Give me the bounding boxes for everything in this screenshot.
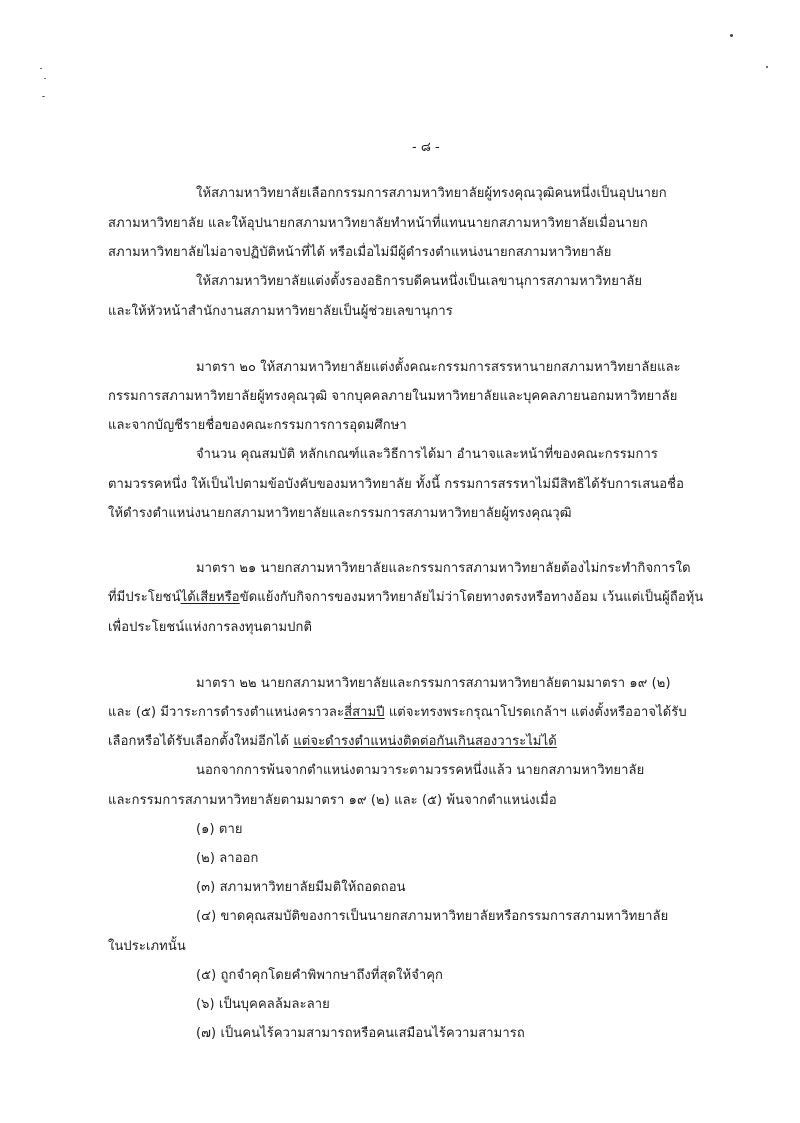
text-line: [108, 705, 687, 721]
text-line: เพื่อประโยชน์แห่งการลงทุนตามปกติ: [108, 620, 313, 635]
text-line: ในประเภทนั้น: [108, 939, 186, 954]
text-line: และกรรมการสภามหาวิทยาลัยตามมาตรา ๑๙ (๒) และ (๕) พ้นจากตำแหน่งเมื่อ: [108, 793, 557, 808]
list-item: (๗) เป็นคนไร้ความสามารถหรือคนเสมือนไร้ความสามารถ: [196, 1026, 525, 1041]
text-line: กรรมการสภามหาวิทยาลัยผู้ทรงคุณวุฒิ จากบุคคลภายในมหาวิทยาลัยและบุคคลภายนอกมหาวิทยาลัย: [108, 389, 678, 404]
text-segment: แต่จะทรงพระกรุณาโปรดเกล้าฯ แต่งตั้งหรืออาจได้รับ: [384, 705, 687, 720]
text-segment: เลือกหรือได้รับเลือกตั้งใหม่อีกได้: [108, 734, 294, 749]
list-item: (๓) สภามหาวิทยาลัยมีมติให้ถอดถอน: [196, 880, 406, 895]
scan-speck: [42, 96, 45, 97]
list-item: (๑) ตาย: [196, 822, 243, 837]
text-segment: และ (๕) มีวาระการดำรงตำแหน่งคราวละ: [108, 705, 345, 720]
text-segment: ขัดแย้งกับกิจการของมหาวิทยาลัยไม่ว่าโดยทางตรงหรือทางอ้อม เว้นแต่เป็นผู้ถือหุ้น: [239, 590, 704, 605]
text-line: และจากบัญชีรายชื่อของคณะกรรมการการอุดมศึกษา: [108, 418, 407, 433]
text-line: สภามหาวิทยาลัยไม่อาจปฏิบัติหน้าที่ได้ หรือเมื่อไม่มีผู้ดำรงตำแหน่งนายกสภามหาวิทยาลัย: [108, 245, 612, 260]
text-line: นอกจากการพ้นจากตำแหน่งตามวาระตามวรรคหนึ่งแล้ว นายกสภามหาวิทยาลัย: [196, 763, 645, 778]
list-item: (๖) เป็นบุคคลล้มละลาย: [196, 997, 330, 1012]
underlined-segment: สี่สามปี: [344, 705, 385, 720]
text-line: ให้ดำรงตำแหน่งนายกสภามหาวิทยาลัยและกรรมการสภามหาวิทยาลัยผู้ทรงคุณวุฒิ: [108, 506, 572, 521]
list-item: (๒) ลาออก: [196, 851, 259, 866]
scan-speck: [766, 66, 768, 68]
text-line: และให้หัวหน้าสำนักงานสภามหาวิทยาลัยเป็นผู้ช่วยเลขานุการ: [108, 304, 453, 319]
list-item: (๔) ขาดคุณสมบัติของการเป็นนายกสภามหาวิทยาลัยหรือกรรมการสภามหาวิทยาลัย: [196, 909, 669, 924]
text-line: ให้สภามหาวิทยาลัยเลือกกรรมการสภามหาวิทยาลัยผู้ทรงคุณวุฒิคนหนึ่งเป็นอุปนายก: [196, 186, 667, 201]
text-segment: ที่มีประโยชน์: [108, 590, 181, 605]
scan-speck: [730, 34, 733, 37]
text-line: ให้สภามหาวิทยาลัยแต่งตั้งรองอธิการบดีคนหนึ่งเป็นเลขานุการสภามหาวิทยาลัย: [196, 274, 643, 289]
text-line: มาตรา ๒๑ นายกสภามหาวิทยาลัยและกรรมการสภามหาวิทยาลัยต้องไม่กระทำกิจการใด: [196, 561, 691, 576]
underlined-segment: ได้เสียหรือ: [180, 590, 240, 605]
text-line: ตามวรรคหนึ่ง ให้เป็นไปตามข้อบังคับของมหาวิทยาลัย ทั้งนี้ กรรมการสรรหาไม่มีสิทธิได้รับการเสนอชื่อ: [108, 477, 684, 492]
list-item: (๕) ถูกจำคุกโดยคำพิพากษาถึงที่สุดให้จำคุก: [196, 968, 444, 983]
text-line: สภามหาวิทยาลัย และให้อุปนายกสภามหาวิทยาลัยทำหน้าที่แทนนายกสภามหาวิทยาลัยเมื่อนายก: [108, 216, 648, 231]
text-line: [108, 734, 557, 750]
page-number: - ๘ -: [412, 140, 440, 155]
scan-speck: [40, 68, 42, 69]
text-line: มาตรา ๒๒ นายกสภามหาวิทยาลัยและกรรมการสภามหาวิทยาลัยตามมาตรา ๑๙ (๒): [196, 676, 671, 691]
scan-speck: [44, 78, 46, 79]
text-line: จำนวน คุณสมบัติ หลักเกณฑ์และวิธีการได้มา อำนาจและหน้าที่ของคณะกรรมการ: [196, 447, 658, 462]
text-line: มาตรา ๒๐ ให้สภามหาวิทยาลัยแต่งตั้งคณะกรรมการสรรหานายกสภามหาวิทยาลัยและ: [196, 360, 681, 375]
text-line: [108, 590, 703, 606]
underlined-segment: แต่จะดำรงตำแหน่งติดต่อกันเกินสองวาระไม่ได้: [293, 734, 557, 749]
